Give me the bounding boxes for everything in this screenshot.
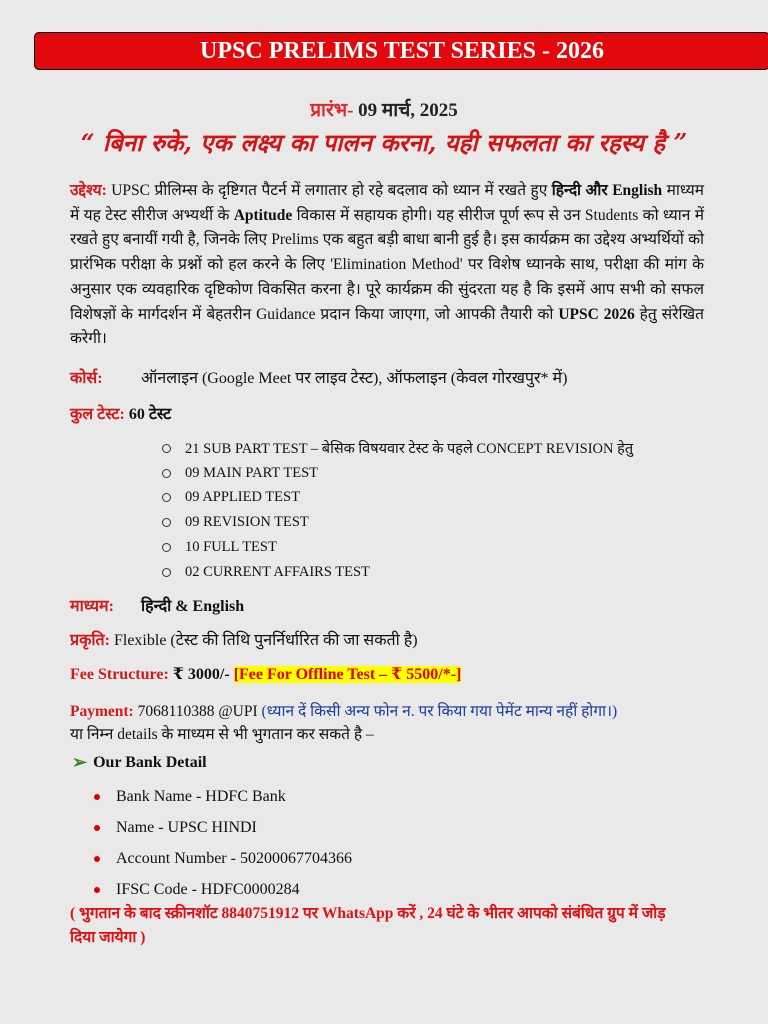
red-dot-bullet-icon [94, 825, 100, 831]
circle-bullet-icon [162, 568, 171, 577]
list-item [162, 461, 633, 486]
total-tests-label: कुल टेस्ट: [70, 406, 125, 423]
course-value: ऑनलाइन (Google Meet पर लाइव टेस्ट), ऑफलाइन (केवल गोरखपुर* में) [141, 370, 568, 387]
list-item [94, 843, 352, 874]
objective-text-3: विकास में सहायक होगी। यह सीरीज पूर्ण रूप से उन Students को ध्यान में रखते हुए बनायीं गयी है, जिनके लिए Prelims एक बहुत बड़ी बाधा बानी हुई है। इस कार्यक्रम का उद्देश्य अभ्यर्थियों को प्रारंभिक परीक्षा के प्रश्नों को हल करने के लिए 'Elimination Method' पर विशेष ध्यानके साथ, परीक्षा की मांग के अनुसार एक व्यवहारिक दृष्टिकोण विकसित करना है। पूरे कार्यक्रम की सुंदरता यह है कि इसमें आप सभी को सफल विशेषज्ञों के मार्गदर्शन में बेहतरीन Guidance प्रदान किया जाएगा, जो आपकी तैयारी को [70, 206, 704, 323]
list-item [94, 812, 352, 843]
circle-bullet-icon [162, 444, 171, 453]
payment-label: Payment: [70, 703, 134, 720]
nature-value: Flexible (टेस्ट की तिथि पुनर्निर्धारित की जा सकती है) [113, 632, 418, 649]
objective-bold-1: हिन्दी और English [551, 182, 663, 199]
medium-value: हिन्दी & English [141, 598, 245, 615]
fee-label: Fee Structure: [70, 666, 169, 683]
red-dot-bullet-icon [94, 856, 100, 862]
medium-row [70, 594, 245, 616]
circle-bullet-icon [162, 543, 171, 552]
list-item [94, 781, 352, 812]
banner-title: UPSC PRELIMS TEST SERIES - 2026 [200, 37, 604, 64]
medium-label: माध्यम: [70, 598, 114, 615]
bank-detail-list [94, 781, 352, 906]
whatsapp-note: ( भुगतान के बाद स्क्रीनशॉट 8840751912 पर WhatsApp करें , 24 घंटे के भीतर आपको संबंधित ग्रुप में जोड़ दिया जायेगा ) [70, 905, 666, 946]
circle-bullet-icon [162, 518, 171, 527]
account-holder-name: Name - UPSC HINDI [116, 818, 257, 836]
objective-text-2: माध्यम में यह टेस्ट सीरीज अभ्यर्थी के [70, 182, 705, 224]
list-item [162, 560, 633, 585]
objective-paragraph [70, 179, 704, 352]
start-date-value: 09 मार्च, 2025 [358, 100, 458, 121]
fee-value: ₹ 3000/- [172, 666, 230, 683]
objective-label: उद्देश्य: [70, 182, 107, 199]
circle-bullet-icon [162, 493, 171, 502]
red-dot-bullet-icon [94, 887, 100, 893]
test-item-label: 10 FULL TEST [185, 539, 277, 556]
total-tests-row [70, 402, 171, 424]
nature-row [70, 628, 418, 650]
payment-row [70, 699, 617, 721]
start-label: प्रारंभ- [310, 100, 354, 121]
test-list [162, 436, 633, 585]
total-tests-value: 60 टेस्ट [124, 406, 172, 423]
payment-warning: (ध्यान दें किसी अन्य फोन न. पर किया गया पेमेंट मान्य नहीं होगा।) [261, 703, 618, 720]
test-item-label: 09 REVISION TEST [185, 514, 309, 531]
test-item-label: 09 APPLIED TEST [185, 489, 300, 506]
objective-text-1: UPSC प्रीलिम्स के दृष्टिगत पैटर्न में लगातार हो रहे बदलाव को ध्यान में रखते हुए [106, 182, 552, 199]
motto-quote: “ बिना रुके, एक लक्ष्य का पालन करना, यही सफलता का रहस्य है ” [80, 128, 688, 157]
offline-fee-highlight: [Fee For Offline Test – ₹ 5500/*-] [233, 666, 462, 683]
list-item [162, 486, 633, 511]
course-row [70, 366, 568, 388]
bank-name: Bank Name - HDFC Bank [116, 787, 286, 805]
list-item [162, 436, 633, 461]
test-item-label: 21 SUB PART TEST – बेसिक विषयवार टेस्ट के पहले CONCEPT REVISION हेतु [185, 441, 634, 458]
list-item [162, 535, 633, 560]
bank-detail-title: Our Bank Detail [93, 753, 207, 771]
start-date [0, 96, 768, 122]
bank-detail-heading [72, 752, 207, 773]
objective-text-4: हेतु संरेखित करेगी। [70, 305, 704, 348]
test-item-label: 09 MAIN PART TEST [185, 464, 319, 481]
red-dot-bullet-icon [94, 794, 100, 800]
account-number: Account Number - 50200067704366 [116, 849, 352, 867]
objective-bold-2: Aptitude [233, 206, 293, 224]
fee-row [70, 664, 461, 684]
arrow-bullet-icon: ➢ [72, 752, 88, 772]
objective-bold-3: UPSC 2026 [558, 305, 635, 323]
payment-upi: 7068110388 @UPI [133, 703, 262, 720]
ifsc-code: IFSC Code - HDFC0000284 [116, 881, 300, 899]
course-label: कोर्स: [70, 370, 103, 387]
list-item [162, 510, 633, 535]
title-banner [34, 32, 768, 70]
test-item-label: 02 CURRENT AFFAIRS TEST [185, 563, 370, 580]
circle-bullet-icon [162, 469, 171, 478]
payment-alt-line: या निम्न details के माध्यम से भी भुगतान कर सकते है – [70, 726, 374, 743]
nature-label: प्रकृति: [70, 632, 110, 649]
